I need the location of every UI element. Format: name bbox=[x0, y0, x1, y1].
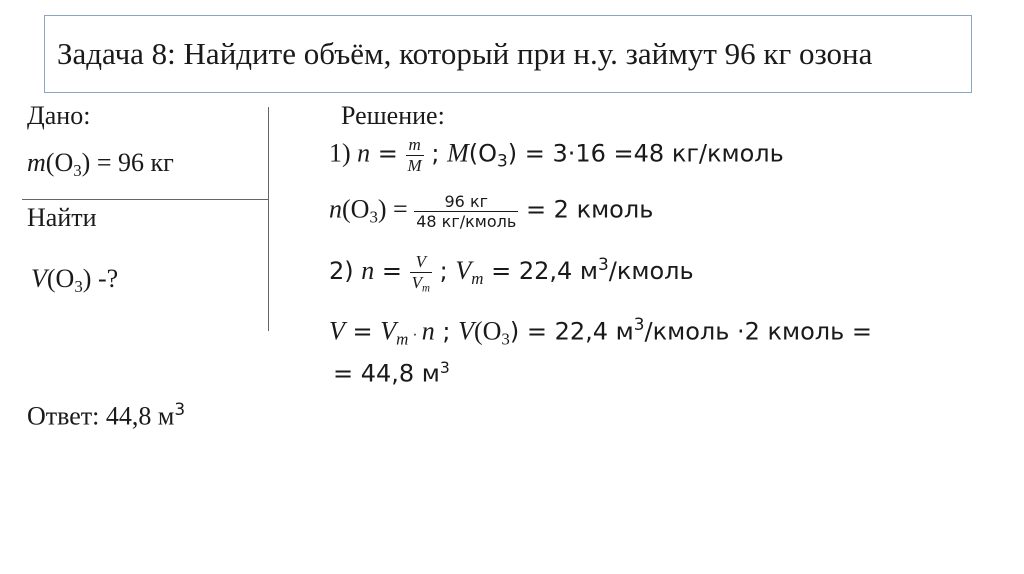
find-volume: $V(O_3)$ -? bbox=[31, 264, 119, 297]
solution-line-3: 2) n = $\frac{V}{V_m}$ ; $V_m = 22,4$ $м^3$/кмоль bbox=[329, 252, 694, 295]
given-header: Дано: bbox=[27, 101, 91, 130]
given-mass: $m(O_3) = 96$ кг bbox=[27, 148, 174, 181]
fraction-m-over-M: $\frac{m}{M}$ bbox=[407, 135, 422, 175]
divider-vertical bbox=[268, 107, 269, 331]
fraction-mass-over-molar: $\frac{96 кг}{\text{48 кг/кмоль}}$ bbox=[416, 192, 517, 231]
solution-line-5: = 44,8 $м^3$ bbox=[333, 359, 450, 388]
task-title-text: Задача 8: Найдите объём, который при н.у. займут 96 кг озона bbox=[57, 36, 873, 71]
find-header: Найти bbox=[27, 203, 97, 232]
solution-line-4: $V = V_m \cdot n$ ; $V(O_3) = 22,4$ $м^3$/кмоль ·2 кмоль = bbox=[329, 314, 873, 349]
solution-line-1: 1) n = $\frac{m}{M}$ ; $M(O_3) = 3\cdot 16 =48$ кг/кмоль bbox=[329, 135, 784, 175]
fraction-V-over-Vm: $\frac{V}{V_m}$ bbox=[411, 252, 431, 295]
solution-line-2: $n(O_3)$ = $\frac{96 кг}{\text{48 кг/кмоль}}$ = 2 кмоль bbox=[329, 192, 654, 231]
task-title bbox=[44, 15, 972, 93]
solution-header: Решение: bbox=[341, 101, 445, 130]
answer: Ответ: 44,8 $м^3$ bbox=[27, 399, 186, 431]
divider-horizontal bbox=[22, 199, 269, 200]
